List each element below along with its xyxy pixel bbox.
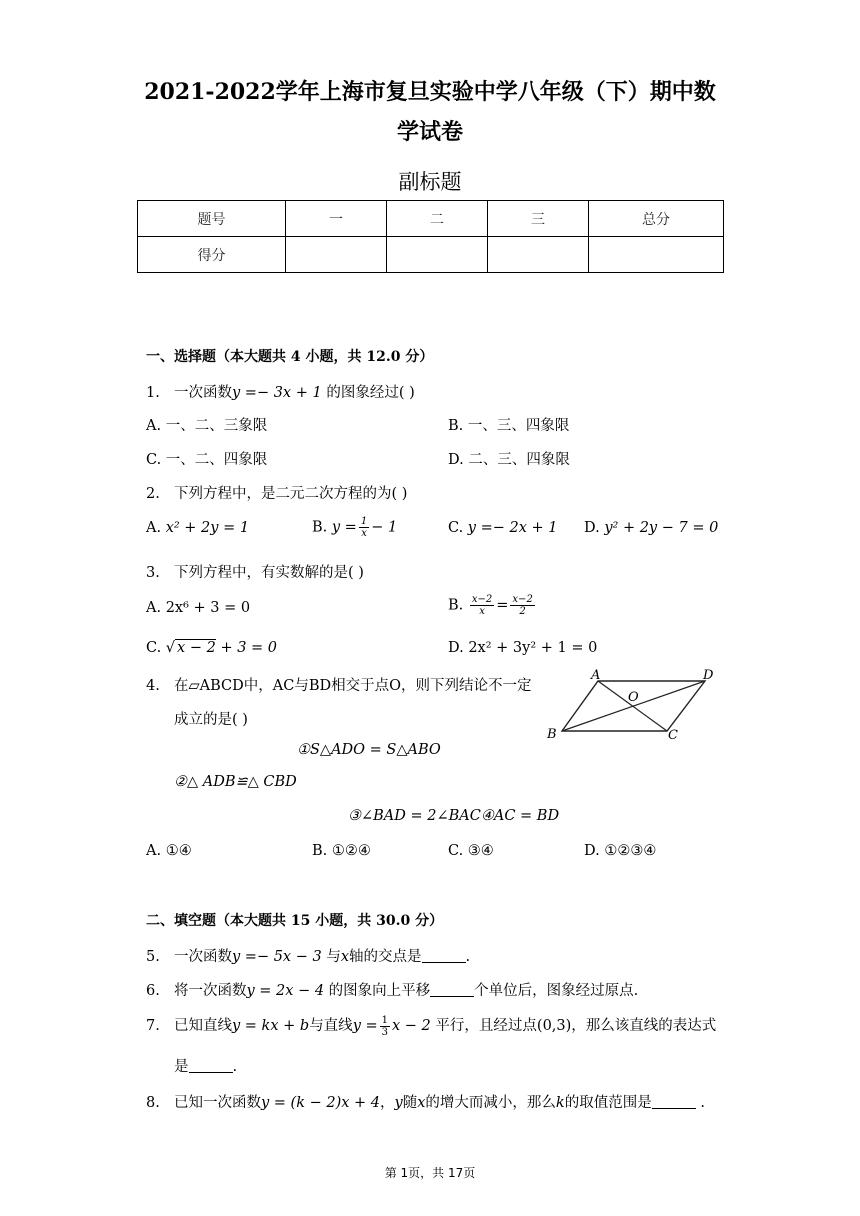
score-row-label: 得分 <box>138 237 286 273</box>
q1-option-b: B. 一、三、四象限 <box>448 418 570 434</box>
question-7: 7. 已知直线y = kx + b与直线y = $\frac{1}{3}$ x − 2 平行，且经过点(0,3)，那么该直线的表达式 <box>146 1014 717 1038</box>
score-header-cell: 三 <box>488 201 589 237</box>
q1-option-d: D. 二、三、四象限 <box>448 452 570 468</box>
score-cell <box>286 237 387 273</box>
q4-option-c: C. ③④ <box>448 843 494 859</box>
answer-blank <box>422 948 466 963</box>
q4-statement-2: ②△ ADB≌△ CBD <box>174 774 297 790</box>
section-heading-2: 二、填空题（本大题共 15 小题，共 30.0 分） <box>146 913 444 929</box>
point-label-b: B <box>547 727 557 742</box>
q2-option-b: B. y = $\frac{1}{x}$ − 1 <box>312 516 398 539</box>
answer-blank <box>652 1094 696 1109</box>
q2-option-a: A. x² + 2y = 1 <box>146 520 250 536</box>
score-cell <box>488 237 589 273</box>
question-1: 1. 一次函数y =− 3x + 1 的图象经过( ) <box>146 385 415 401</box>
q3-option-b: B. $\frac{x-2}{x}$ = $\frac{x-2}{2}$ <box>448 594 533 617</box>
q1-option-c: C. 一、二、四象限 <box>146 452 268 468</box>
subtitle: 副标题 <box>398 170 462 194</box>
score-header-cell: 一 <box>286 201 387 237</box>
score-header-cell: 二 <box>387 201 488 237</box>
score-cell <box>387 237 488 273</box>
point-label-a: A <box>591 668 601 683</box>
q4-option-a: A. ①④ <box>146 843 192 859</box>
section-heading-1: 一、选择题（本大题共 4 小题，共 12.0 分） <box>146 349 434 365</box>
question-5: 5. 一次函数y =− 5x − 3 与x轴的交点是 . <box>146 949 471 965</box>
q1-option-a: A. 一、二、三象限 <box>146 418 268 434</box>
title-line-1: 2021-2022学年上海市复旦实验中学八年级（下）期中数 <box>144 79 716 105</box>
question-6: 6. 将一次函数y = 2x − 4 的图象向上平移 个单位后，图象经过原点. <box>146 983 639 999</box>
question-4: 4. 在▱ABCD中，AC与BD相交于点O，则下列结论不一定 <box>146 678 532 694</box>
q4-option-d: D. ①②③④ <box>584 843 657 859</box>
point-label-d: D <box>703 668 714 683</box>
answer-blank <box>189 1058 233 1073</box>
q3-option-a: A. 2x⁶ + 3 = 0 <box>146 600 251 616</box>
question-2: 2. 下列方程中，是二元二次方程的为( ) <box>146 486 408 502</box>
question-8: 8. 已知一次函数y = (k − 2)x + 4，y随x的增大而减小，那么k的取值范围是 . <box>146 1095 705 1111</box>
q2-option-c: C. y =− 2x + 1 <box>448 520 558 536</box>
q4-line-2: 成立的是( ) <box>174 712 248 728</box>
point-label-c: C <box>668 728 678 743</box>
question-3: 3. 下列方程中，有实数解的是( ) <box>146 565 364 581</box>
diagonal-bd <box>562 681 705 731</box>
q4-statement-1: ①S△ADO = S△ABO <box>297 742 441 758</box>
page-footer: 第 1页，共 17页 <box>384 1166 476 1180</box>
q4-option-b: B. ①②④ <box>312 843 371 859</box>
q3-option-c: C. √ x − 2 + 3 = 0 <box>146 640 278 656</box>
score-header-cell: 总分 <box>589 201 724 237</box>
q3-option-d: D. 2x² + 3y² + 1 = 0 <box>448 640 598 656</box>
parallelogram-figure <box>540 665 720 745</box>
score-table <box>137 200 724 273</box>
title-line-2: 学试卷 <box>396 119 463 145</box>
q2-option-d: D. y² + 2y − 7 = 0 <box>584 520 719 536</box>
answer-blank <box>430 982 474 997</box>
point-label-o: O <box>628 690 639 705</box>
question-7-line-2: 是 . <box>174 1059 238 1075</box>
score-header-cell: 题号 <box>138 201 286 237</box>
score-cell <box>589 237 724 273</box>
q4-statement-3: ③∠BAD = 2∠BAC④AC = BD <box>348 808 560 824</box>
